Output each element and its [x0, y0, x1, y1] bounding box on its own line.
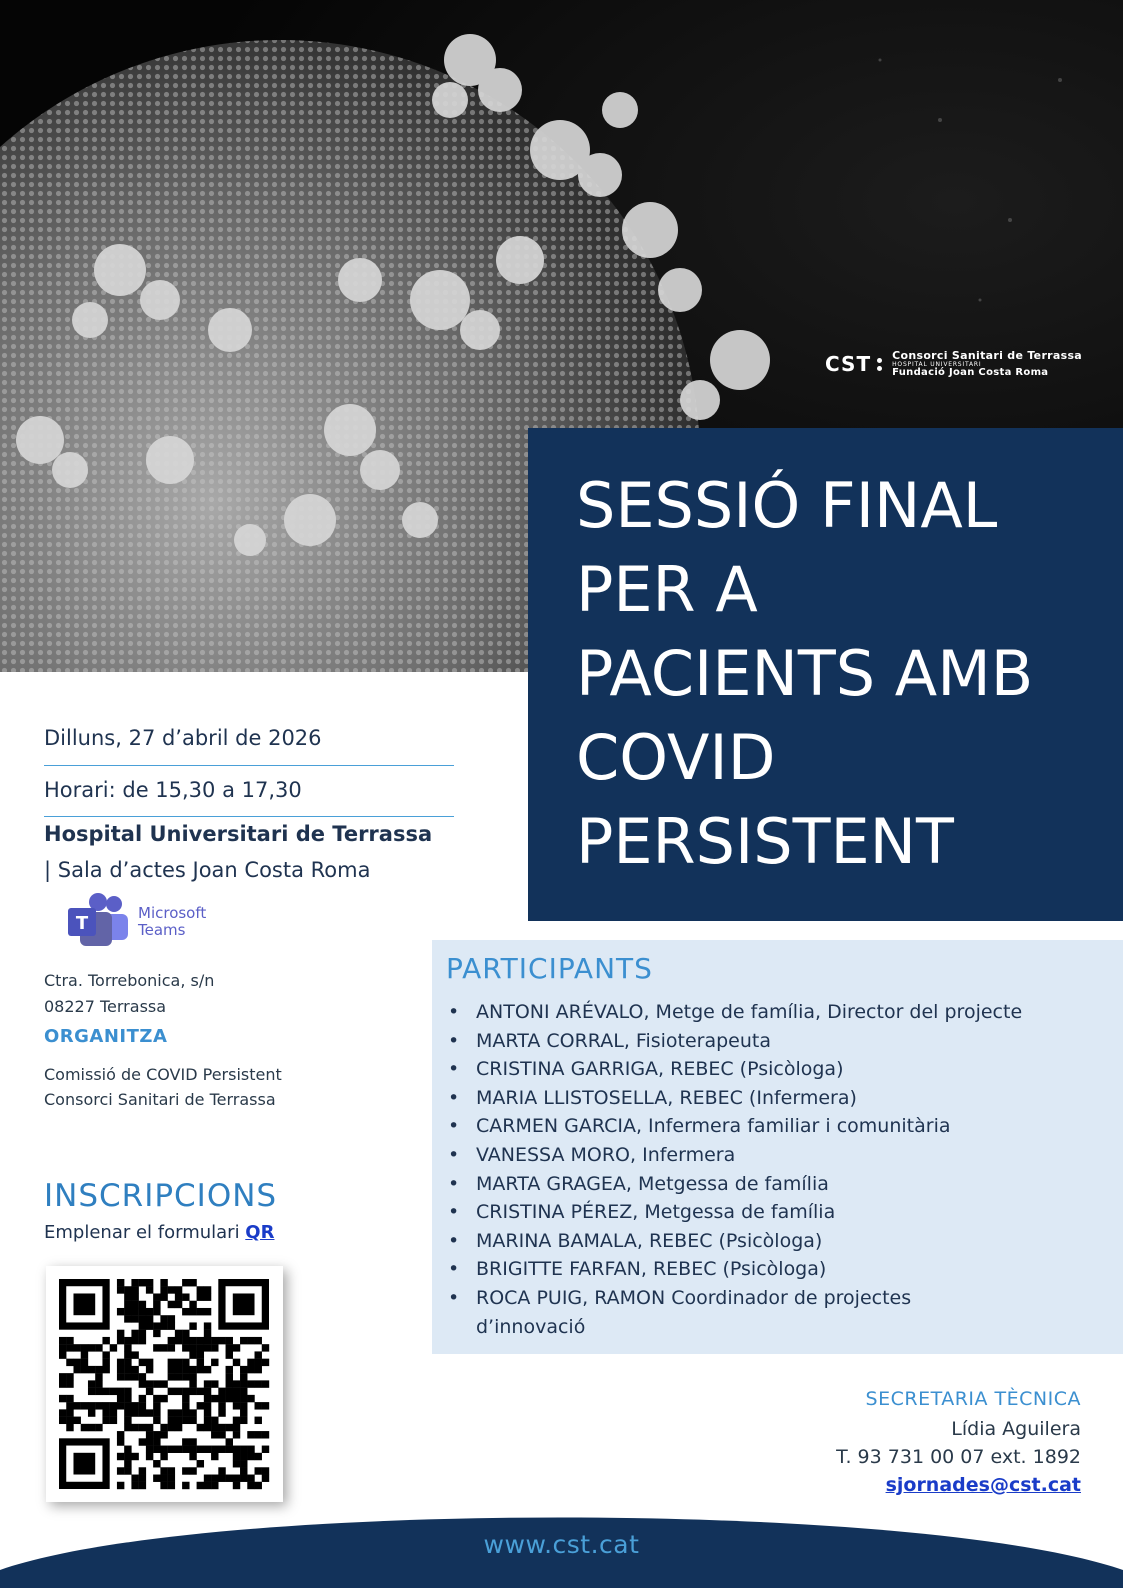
divider [44, 765, 454, 766]
organizer-line-1: Comissió de COVID Persistent [44, 1065, 282, 1084]
registration-heading: INSCRIPCIONS [44, 1178, 278, 1214]
venue-room: | Sala d’actes Joan Costa Roma [44, 858, 371, 882]
teams-label-line: Teams [138, 921, 186, 939]
address-line-2: 08227 Terrassa [44, 997, 167, 1016]
logo-text [892, 350, 1082, 378]
participants-list [446, 998, 1116, 1341]
address-line-1: Ctra. Torrebonica, s/n [44, 971, 215, 990]
organizer [44, 1062, 282, 1112]
event-date: Dilluns, 27 d’abril de 2026 [44, 726, 322, 750]
participant-item: • BRIGITTE FARFAN, REBEC (Psicòloga) [446, 1255, 1116, 1284]
address [44, 968, 214, 1020]
event-hours: Horari: de 15,30 a 17,30 [44, 778, 302, 802]
participant-item: • ROCA PUIG, RAMON Coordinador de projectes d’innovació [446, 1284, 946, 1341]
title-panel [528, 428, 1123, 921]
secretary-name: Lídia Aguilera [951, 1418, 1081, 1440]
title-line: SESSIÓ FINAL [576, 469, 998, 542]
participants-heading: PARTICIPANTS [446, 952, 653, 985]
event-title [576, 464, 1116, 884]
secretary-heading: SECRETARIA TÈCNICA [865, 1388, 1081, 1410]
svg-text:T: T [75, 913, 89, 934]
qr-code-icon [46, 1266, 283, 1502]
participant-item: • CRISTINA GARRIGA, REBEC (Psicòloga) [446, 1055, 1116, 1084]
participant-item: • MARTA CORRAL, Fisioterapeuta [446, 1027, 1116, 1056]
teams-label [138, 905, 206, 939]
registration-qr-code[interactable] [46, 1266, 283, 1502]
participant-item: • MARINA BAMALA, REBEC (Psicòloga) [446, 1227, 1116, 1256]
website-link[interactable]: www.cst.cat [483, 1530, 640, 1559]
participant-item: • MARIA LLISTOSELLA, REBEC (Infermera) [446, 1084, 1116, 1113]
logo-dots-icon [877, 358, 882, 371]
participant-item: • CRISTINA PÉREZ, Metgessa de família [446, 1198, 1116, 1227]
venue-name: Hospital Universitari de Terrassa [44, 822, 433, 846]
participant-item: • VANESSA MORO, Infermera [446, 1141, 1116, 1170]
logo-mark: CST [825, 352, 872, 377]
teams-icon [66, 892, 134, 952]
secretary-phone: T. 93 731 00 07 ext. 1892 [836, 1446, 1081, 1468]
participant-item: • MARTA GRAGEA, Metgessa de família [446, 1170, 1116, 1199]
participant-item: • ANTONI ARÉVALO, Metge de família, Director del projecte [446, 998, 1116, 1027]
registration-text [44, 1222, 274, 1243]
participant-item: • CARMEN GARCIA, Infermera familiar i comunitària [446, 1112, 1116, 1141]
cst-logo [825, 350, 1082, 378]
divider [44, 816, 454, 817]
logo-line-3: Fundació Joan Costa Roma [892, 366, 1049, 378]
title-line: PERSISTENT [576, 805, 954, 878]
participants-panel [432, 940, 1123, 1354]
organizer-heading: ORGANITZA [44, 1026, 168, 1047]
secretary-email-link[interactable]: sjornades@cst.cat [885, 1474, 1081, 1496]
logo-line-1: Consorci Sanitari de Terrassa [892, 349, 1083, 362]
registration-qr-link[interactable]: QR [245, 1222, 275, 1243]
registration-instruction: Emplenar el formulari [44, 1222, 246, 1243]
title-line: PACIENTS AMB [576, 637, 1034, 710]
logo-line-2: HOSPITAL UNIVERSITARI [892, 360, 982, 368]
teams-label-line: Microsoft [138, 904, 207, 922]
microsoft-teams-logo [66, 892, 206, 952]
organizer-line-2: Consorci Sanitari de Terrassa [44, 1090, 276, 1109]
title-line: COVID [576, 721, 776, 794]
title-line: PER A [576, 553, 758, 626]
